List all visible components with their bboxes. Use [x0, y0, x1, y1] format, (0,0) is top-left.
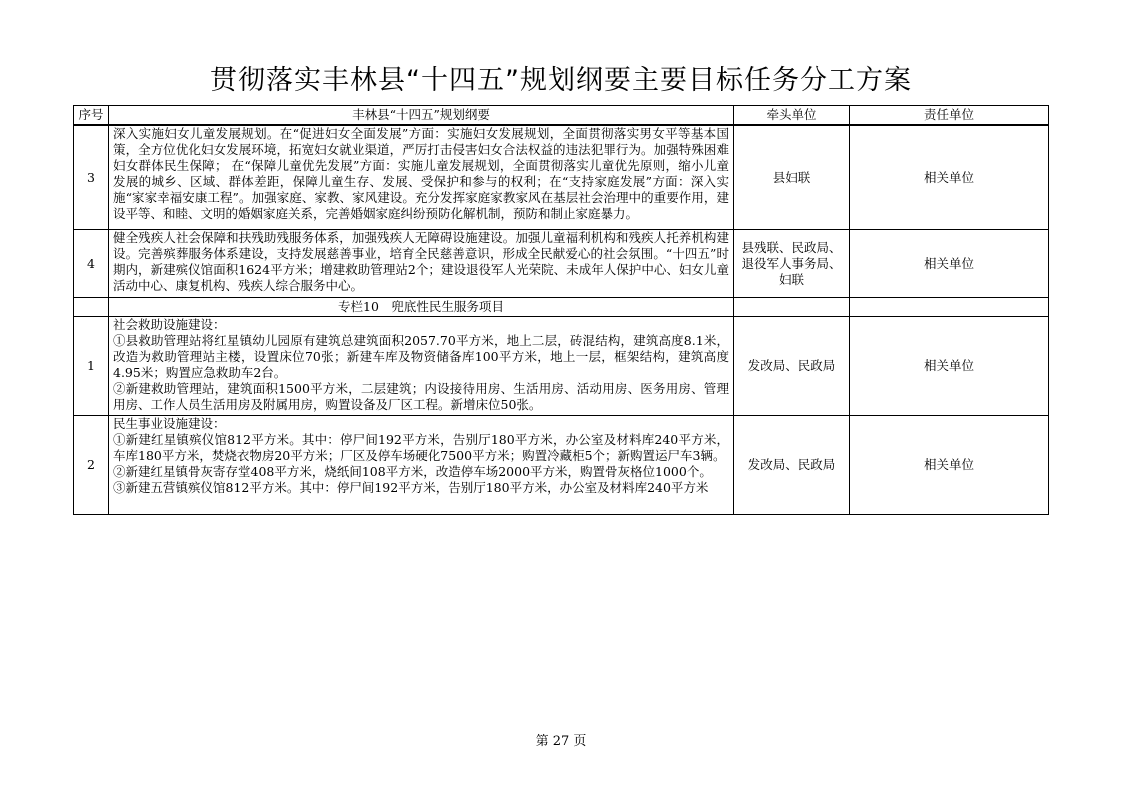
- table-row: [74, 125, 1049, 230]
- header-responsible-unit: 责任单位: [850, 106, 1049, 126]
- section-spacer: [850, 298, 1049, 317]
- table-row: [74, 416, 1049, 515]
- row-index: 4: [74, 230, 109, 298]
- header-outline: 丰林县“十四五”规划纲要: [109, 106, 734, 126]
- row-responsible-unit: 相关单位: [850, 317, 1049, 416]
- description-line: 民生事业设施建设：: [113, 416, 226, 431]
- section-spacer: [734, 298, 850, 317]
- section-label: 专栏10 兜底性民生服务项目: [109, 298, 734, 317]
- row-responsible-unit: 相关单位: [850, 416, 1049, 515]
- row-index: 2: [74, 416, 109, 515]
- description-line: ②新建红星镇骨灰寄存堂408平方米，烧纸间108平方米，改造停车场2000平方米，购置骨灰格位1000个。: [113, 464, 712, 479]
- row-description: [109, 125, 734, 230]
- row-lead-unit: 县妇联: [734, 125, 850, 230]
- row-lead-unit: 发改局、民政局: [734, 317, 850, 416]
- row-responsible-unit: 相关单位: [850, 230, 1049, 298]
- row-responsible-unit: 相关单位: [850, 125, 1049, 230]
- description-line: ③新建五营镇殡仪馆812平方米。其中：停尸间192平方米，告别厅180平方米，办公室及材料库240平方米: [113, 480, 709, 495]
- row-lead-unit: 发改局、民政局: [734, 416, 850, 515]
- description-line: ①县救助管理站将红星镇幼儿园原有建筑总建筑面积2057.70平方米，地上二层，砖混结构，建筑高度8.1米，改造为救助管理站主楼，设置床位70张；新建车库及物资储备库100平方米，地上一层，框架结构，建筑高度4.95米；购置应急救助车2台。: [113, 333, 729, 380]
- section-spacer: [74, 298, 109, 317]
- row-description: [109, 230, 734, 298]
- description-line: ①新建红星镇殡仪馆812平方米。其中：停尸间192平方米，告别厅180平方米，办公室及材料库240平方米，车库180平方米，焚烧衣物房20平方米；厂区及停车场硬化7500平方米；购置冷藏柜5个；新购置运尸车3辆。: [113, 432, 729, 463]
- table-row: [74, 317, 1049, 416]
- description-line: 健全残疾人社会保障和扶残助残服务体系，加强残疾人无障碍设施建设。加强儿童福利机构和残疾人托养机构建设。完善殡葬服务体系建设，支持发展慈善事业，培育全民慈善意识，形成全民献爱心的社会氛围。“十四五”时期内，新建殡仪馆面积1624平方米；增建救助管理站2个；建设退役军人光荣院、未成年人保护中心、妇女儿童活动中心、康复机构、残疾人综合服务中心。: [113, 230, 729, 293]
- row-lead-unit: 县残联、民政局、退役军人事务局、妇联: [734, 230, 850, 298]
- task-table: [73, 105, 1049, 515]
- row-index: 1: [74, 317, 109, 416]
- row-description: [109, 416, 734, 515]
- page-title: 贯彻落实丰林县“十四五”规划纲要主要目标任务分工方案: [210, 65, 912, 96]
- section-row: [74, 298, 1049, 317]
- table-row: [74, 230, 1049, 298]
- description-line: 社会救助设施建设：: [113, 317, 226, 332]
- page-number: 第 27 页: [535, 734, 587, 749]
- description-line: ②新建救助管理站，建筑面积1500平方米，二层建筑；内设接待用房、生活用房、活动用房、医务用房、管理用房、工作人员生活用房及附属用房，购置设备及厂区工程。新增床位50张。: [113, 381, 729, 412]
- description-line: 深入实施妇女儿童发展规划。在“促进妇女全面发展”方面：实施妇女发展规划，全面贯彻落实男女平等基本国策，全方位优化妇女发展环境，拓宽妇女就业渠道，严厉打击侵害妇女合法权益的违法犯罪行为。加强特殊困难妇女群体民生保障； 在“保障儿童优先发展”方面：实施儿童发展规划，全面贯彻落实儿童优先原则，缩小儿童发展的城乡、区域、群体差距，保障儿童生存、发展、受保护和参与的权利；在“支持家庭发展”方面：深入实施“家家幸福安康工程”。加强家庭、家教、家风建设。充分发挥家庭家教家风在基层社会治理中的重要作用，建设平等、和睦、文明的婚姻家庭关系，完善婚姻家庭纠纷预防化解机制，预防和制止家庭暴力。: [113, 126, 729, 221]
- row-description: [109, 317, 734, 416]
- header-index: 序号: [74, 106, 109, 126]
- table-header-row: [74, 106, 1049, 126]
- row-index: 3: [74, 125, 109, 230]
- header-lead-unit: 牵头单位: [734, 106, 850, 126]
